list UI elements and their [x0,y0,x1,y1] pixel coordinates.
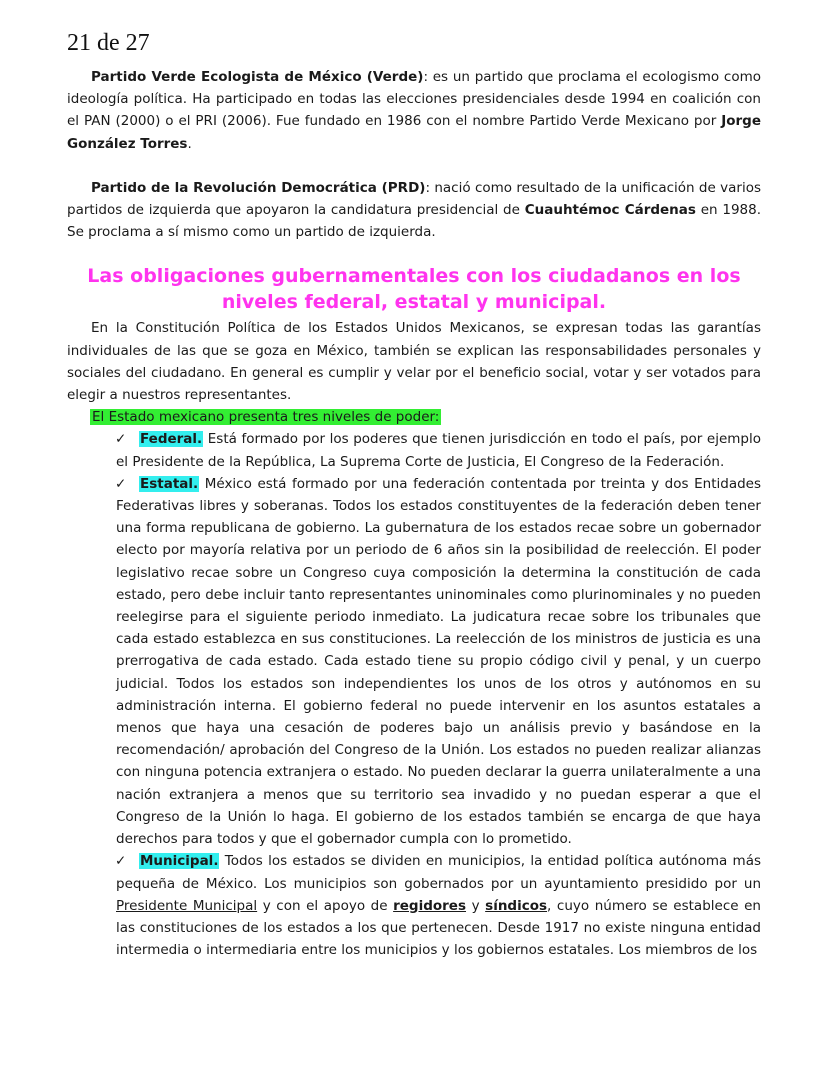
level-municipal-desc-c: y [466,897,486,914]
sindicos-link[interactable]: síndicos [485,897,548,914]
section-intro: En la Constitución Política de los Estados Unidos Mexicanos, se expresan todas las garantías individuales de las que se goza en México, también se explican las responsabilidades personales y sociales del ciudadano. En general es cumplir y velar por el beneficio social, votar y ser votados para elegir a nuestros representantes. [67,320,761,404]
level-federal-term: Federal. [140,431,203,448]
presidente-municipal-link[interactable]: Presidente Municipal [116,897,258,914]
party-prd-candidate: Cuauhtémoc Cárdenas [524,202,696,219]
levels-intro-highlight: El Estado mexicano presenta tres niveles de poder: [92,409,440,426]
regidores-link[interactable]: regidores [393,897,467,914]
level-estatal-term: Estatal. [140,475,199,492]
levels-intro [90,406,761,428]
document-body [67,66,761,961]
level-federal [116,428,761,472]
level-municipal-term: Municipal. [140,853,219,870]
section-heading: Las obligaciones gubernamentales con los ciudadanos en los niveles federal, estatal y municipal. [87,265,741,314]
party-verde-text: : es un partido que proclama el ecologismo como ideología política. Ha participado en todas las elecciones presidenciales desde 1994 en coalición con el PAN (2000) o el PRI (2006). Fue fundado en 1986 con el nombre Partido Verde Mexicano por [67,69,761,130]
level-estatal-desc: México está formado por una federación contentada por treinta y dos Entidades Federativas libres y soberanas. Todos los estados constituyentes de la federación deben tener una forma republicana de gobierno. La gubernatura de los estados recae sobre un gobernador electo por mayoría relativa por un periodo de 6 años sin la posibilidad de reelección. El poder legislativo recae sobre un Congreso cuya composición la determina la constitución de cada estado, pero debe incluir tanto representantes uninominales como plurinominales y no pueden reelegirse para el siguiente periodo inmediato. La judicatura recae sobre los tribunales que cada estado establezca en sus constituciones. La reelección de los ministros de justicia es una prerrogativa de cada estado. Cada estado tiene su propio código civil y penal, y un cuerpo judicial. Todos los estados son independientes los unos de los otros y autónomos en su administración interna. El gobierno federal no puede intervenir en los asuntos estatales a menos que haya una cesación de poderes bajo un análisis previo y basándose en la recomendación/ aprobación del Congreso de la Unión. Los estados no pueden realizar alianzas con ninguna potencia extranjera o estado. No pueden declarar la guerra unilateralmente a una nación extranjera a menos que su territorio sea invadido y no puedan esperar a que el Congreso de la Unión lo haga. El gobierno de los estados también se encarga de que haya derechos para todos y que el gobernador cumpla con lo prometido. [116,475,761,848]
level-estatal [116,473,761,850]
level-municipal-desc-d: , cuyo número se establece en las constituciones de los estados a los que pertenecen. Desde 1917 no existe ninguna entidad intermedia o intermediaria entre los municipios y los gobiernos estatales. Los miembros de los [116,897,761,959]
checkmark-icon: ✓ [115,853,127,870]
level-federal-desc: Está formado por los poderes que tienen jurisdicción en todo el país, por ejemplo el Presidente de la República, La Suprema Corte de Justicia, El Congreso de la Federación. [116,431,761,470]
party-prd-paragraph [67,177,761,244]
party-prd-name: Partido de la Revolución Democrática (PRD) [91,179,426,196]
party-verde-paragraph [67,66,761,155]
party-prd-end: en 1988. Se proclama a sí mismo como un partido de izquierda. [67,202,762,241]
level-municipal-desc-a: Todos los estados se dividen en municipios, la entidad política autónoma más pequeña de México. Los municipios son gobernados por un ayuntamiento presidido por un [116,853,761,892]
checkmark-icon: ✓ [115,475,127,492]
party-prd-text: : nació como resultado de la unificación de varios partidos de izquierda que apoyaron la candidatura presidencial de [67,179,761,219]
level-municipal [116,850,761,961]
party-verde-end: . [187,135,192,152]
party-verde-founder: Jorge González Torres [67,113,761,152]
level-municipal-text [116,850,761,961]
level-estatal-text [116,473,761,850]
level-municipal-desc-b: y con el apoyo de [257,897,394,914]
checkmark-icon: ✓ [115,431,127,448]
spacer [67,155,761,177]
page-number: 21 de 27 [67,30,150,56]
party-verde-name: Partido Verde Ecologista de México (Verde) [91,69,424,85]
level-federal-text [116,428,761,472]
